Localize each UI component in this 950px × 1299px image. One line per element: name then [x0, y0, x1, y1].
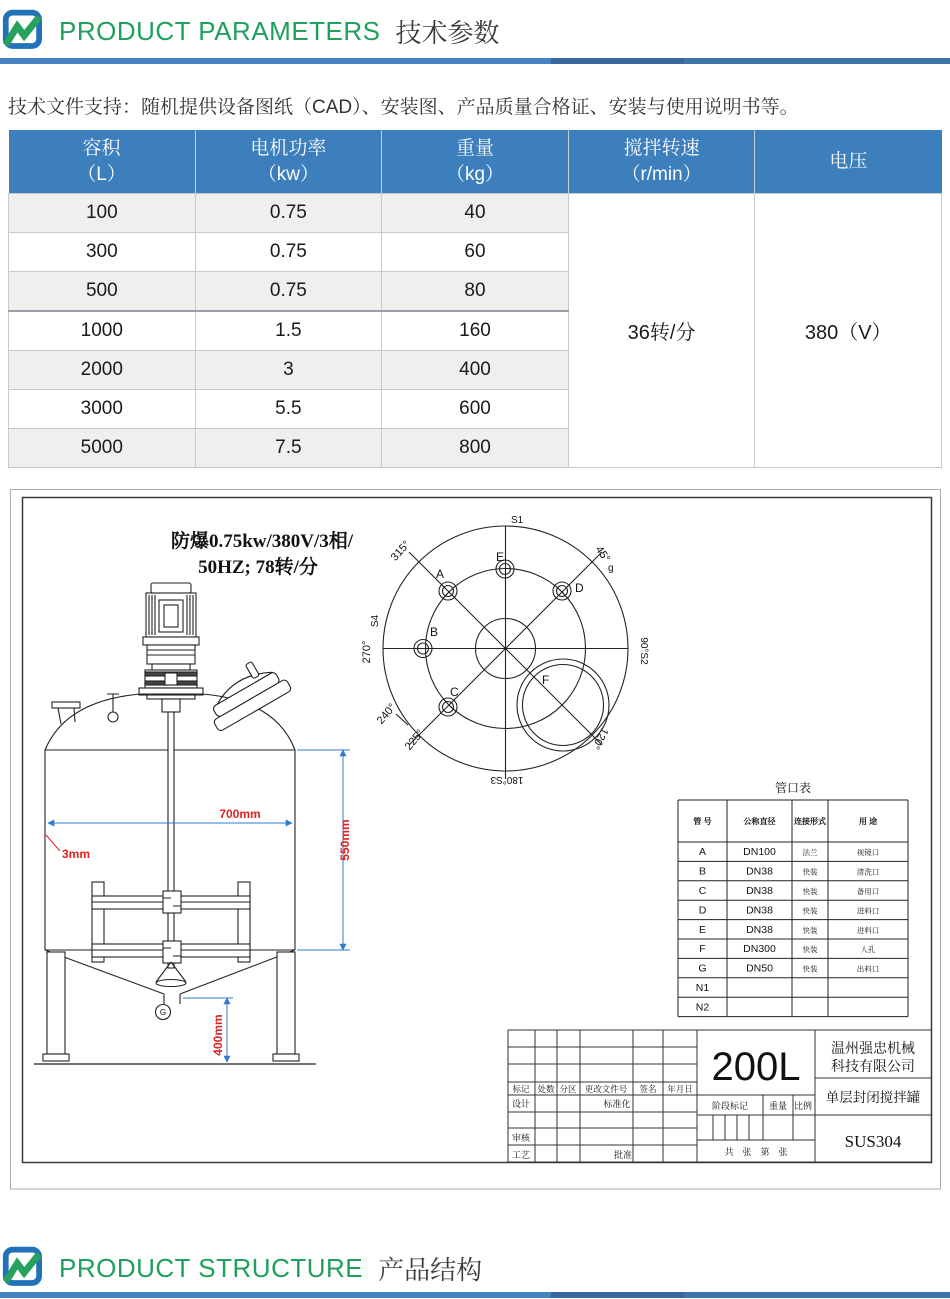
nozzle-table-cell: 用 途 [858, 817, 878, 826]
spec-cell: 3000 [9, 390, 196, 429]
brand-logo-icon [0, 8, 46, 54]
tb-material: SUS304 [844, 1132, 902, 1151]
label-c: C [450, 685, 459, 699]
nozzle-table-cell: D [698, 904, 707, 917]
spec-cell: 1000 [9, 311, 196, 351]
tb-process: 工艺 [511, 1150, 531, 1160]
tb-capacity: 200L [711, 1045, 801, 1089]
divider-bar-bottom [0, 1292, 950, 1298]
tb-date: 年月日 [667, 1084, 693, 1094]
spec-cell: 80 [382, 272, 569, 312]
nozzle-table-cell: 视镜口 [856, 848, 880, 858]
spec-cell: 0.75 [195, 233, 382, 272]
nozzle-table-cell: 快装 [802, 945, 818, 955]
tb-sheet: 共 张 第 张 [724, 1147, 788, 1157]
spec-cell: 300 [9, 233, 196, 272]
tb-sign: 签名 [639, 1084, 657, 1094]
label-180: 180°S3 [490, 774, 524, 785]
spec-row [9, 194, 942, 233]
section-title-en: PRODUCT STRUCTURE [59, 1252, 364, 1283]
nozzle-table-cell: A [698, 846, 707, 859]
spec-cell: 1.5 [195, 311, 382, 351]
dim-550: 550mm [338, 819, 352, 861]
section-header-structure [0, 1243, 482, 1293]
spec-table [8, 130, 942, 468]
nozzle-table-cell: 法兰 [802, 848, 818, 858]
spec-cell: 0.75 [195, 194, 382, 233]
motor-spec-line2: 50HZ; 78转/分 [198, 557, 318, 578]
nozzle-table-cell: DN100 [743, 846, 776, 859]
spec-col-power: 电机功率 （kw） [195, 130, 382, 194]
label-240: 240° [374, 701, 399, 727]
spec-col-volume: 容积 （L） [9, 130, 196, 194]
spec-cell: 60 [382, 233, 569, 272]
nozzle-table-cell: 快装 [802, 925, 818, 935]
nozzle-table-cell: 公称直径 [743, 817, 776, 826]
section-header-parameters [0, 6, 500, 56]
nozzle-table-cell: 快装 [802, 887, 818, 896]
tb-weight: 重量 [768, 1101, 788, 1111]
nozzle-table-title: 管口表 [774, 781, 812, 795]
section-title-zh: 产品结构 [378, 1254, 483, 1285]
nozzle-table-cell: 快装 [802, 906, 818, 916]
spec-cell: 400 [382, 351, 569, 390]
divider-bar-top [0, 58, 950, 64]
dim-3: 3mm [62, 847, 91, 861]
label-a: A [436, 567, 445, 581]
spec-cell: 0.75 [195, 272, 382, 312]
tb-approve: 批准 [613, 1150, 633, 1160]
nozzle-table-cell: DN38 [746, 885, 773, 897]
label-270: 270° [361, 640, 373, 664]
tb-scale: 比例 [793, 1101, 813, 1111]
nozzle-table-cell: N1 [695, 982, 710, 994]
dim-700: 700mm [219, 807, 261, 821]
spec-cell: 2000 [9, 351, 196, 390]
section-title-en: PRODUCT PARAMETERS [59, 15, 381, 46]
spec-cell: 500 [9, 272, 196, 312]
label-g: g [608, 563, 614, 574]
nozzle-table-cell: 清洗口 [856, 867, 880, 877]
spec-table-header [9, 130, 942, 194]
tb-company-1: 温州强忠机械 [831, 1042, 915, 1057]
nozzle-table-cell: 管 号 [693, 817, 712, 826]
tb-review: 审核 [511, 1133, 531, 1143]
label-s4: S4 [370, 614, 381, 628]
technical-drawing [0, 489, 950, 1190]
nozzle-table-cell: 备用口 [856, 887, 880, 896]
label-120: 120° [589, 725, 611, 752]
nozzle-table-cell: F [699, 943, 706, 956]
label-45: 45° [592, 544, 613, 565]
spec-cell: 7.5 [195, 429, 382, 468]
tb-docno: 更改文件号 [584, 1084, 628, 1094]
nozzle-table-cell: 人孔 [860, 945, 876, 955]
tb-zone: 分区 [559, 1084, 577, 1094]
nozzle-table-cell: 快装 [802, 867, 818, 877]
nozzle-table-cell: DN50 [746, 962, 773, 975]
nozzle-table-cell: 快装 [802, 964, 818, 974]
nozzle-table-cell: DN38 [746, 904, 773, 917]
nozzle-table-cell: 进料口 [856, 906, 880, 916]
label-225: 225° [402, 727, 427, 753]
tb-design: 设计 [511, 1099, 531, 1109]
nozzle-table-cell: 出料口 [856, 964, 880, 974]
intro-text: 技术文件支持：随机提供设备图纸（CAD）、安装图、产品质量合格证、安装与使用说明书等。 [8, 97, 799, 118]
nozzle-table-cell: 连接形式 [794, 817, 826, 826]
spec-table-body [9, 194, 942, 468]
brand-logo-icon [0, 1245, 46, 1291]
tb-product: 单层封闭搅拌罐 [825, 1090, 921, 1105]
nozzle-table-cell: B [698, 865, 707, 878]
dim-400: 400mm [211, 1014, 225, 1056]
section-title-zh: 技术参数 [395, 17, 500, 48]
label-90: 90°S2 [638, 637, 649, 665]
label-b: B [430, 625, 439, 639]
spec-col-weight: 重量 （kg） [382, 130, 569, 194]
nozzle-table-cell: DN300 [743, 943, 776, 956]
spec-cell: 5000 [9, 429, 196, 468]
label-d: D [575, 581, 584, 595]
spec-merged-speed: 36转/分 [568, 194, 755, 468]
spec-cell: 800 [382, 429, 569, 468]
nozzle-table-cell: C [698, 885, 707, 897]
label-315: 315° [388, 538, 413, 564]
label-e: E [496, 550, 505, 564]
outlet-label: G [159, 1008, 167, 1017]
motor-spec-line1: 防爆0.75kw/380V/3相/ [170, 531, 354, 552]
nozzle-table-cell: 进料口 [856, 925, 880, 935]
spec-cell: 100 [9, 194, 196, 233]
nozzle-table-cell: DN38 [746, 923, 773, 936]
spec-cell: 600 [382, 390, 569, 429]
nozzle-table-cell: N2 [695, 1001, 710, 1014]
tb-stage: 阶段标记 [711, 1101, 749, 1111]
nozzle-table-cell: G [698, 962, 707, 975]
spec-cell: 40 [382, 194, 569, 233]
label-f: F [542, 673, 550, 687]
spec-merged-voltage: 380（V） [755, 194, 942, 468]
tb-standardize: 标准化 [603, 1099, 631, 1109]
spec-col-voltage: 电压 [755, 130, 942, 194]
tb-count: 处数 [537, 1084, 555, 1094]
spec-cell: 5.5 [195, 390, 382, 429]
spec-col-speed: 搅拌转速 （r/min） [568, 130, 755, 194]
spec-cell: 160 [382, 311, 569, 351]
spec-cell: 3 [195, 351, 382, 390]
tb-company-2: 科技有限公司 [831, 1060, 915, 1075]
nozzle-table-cell: DN38 [746, 865, 773, 878]
label-s1: S1 [511, 515, 524, 526]
nozzle-table-cell: E [698, 923, 707, 936]
tb-mark: 标记 [512, 1084, 530, 1094]
